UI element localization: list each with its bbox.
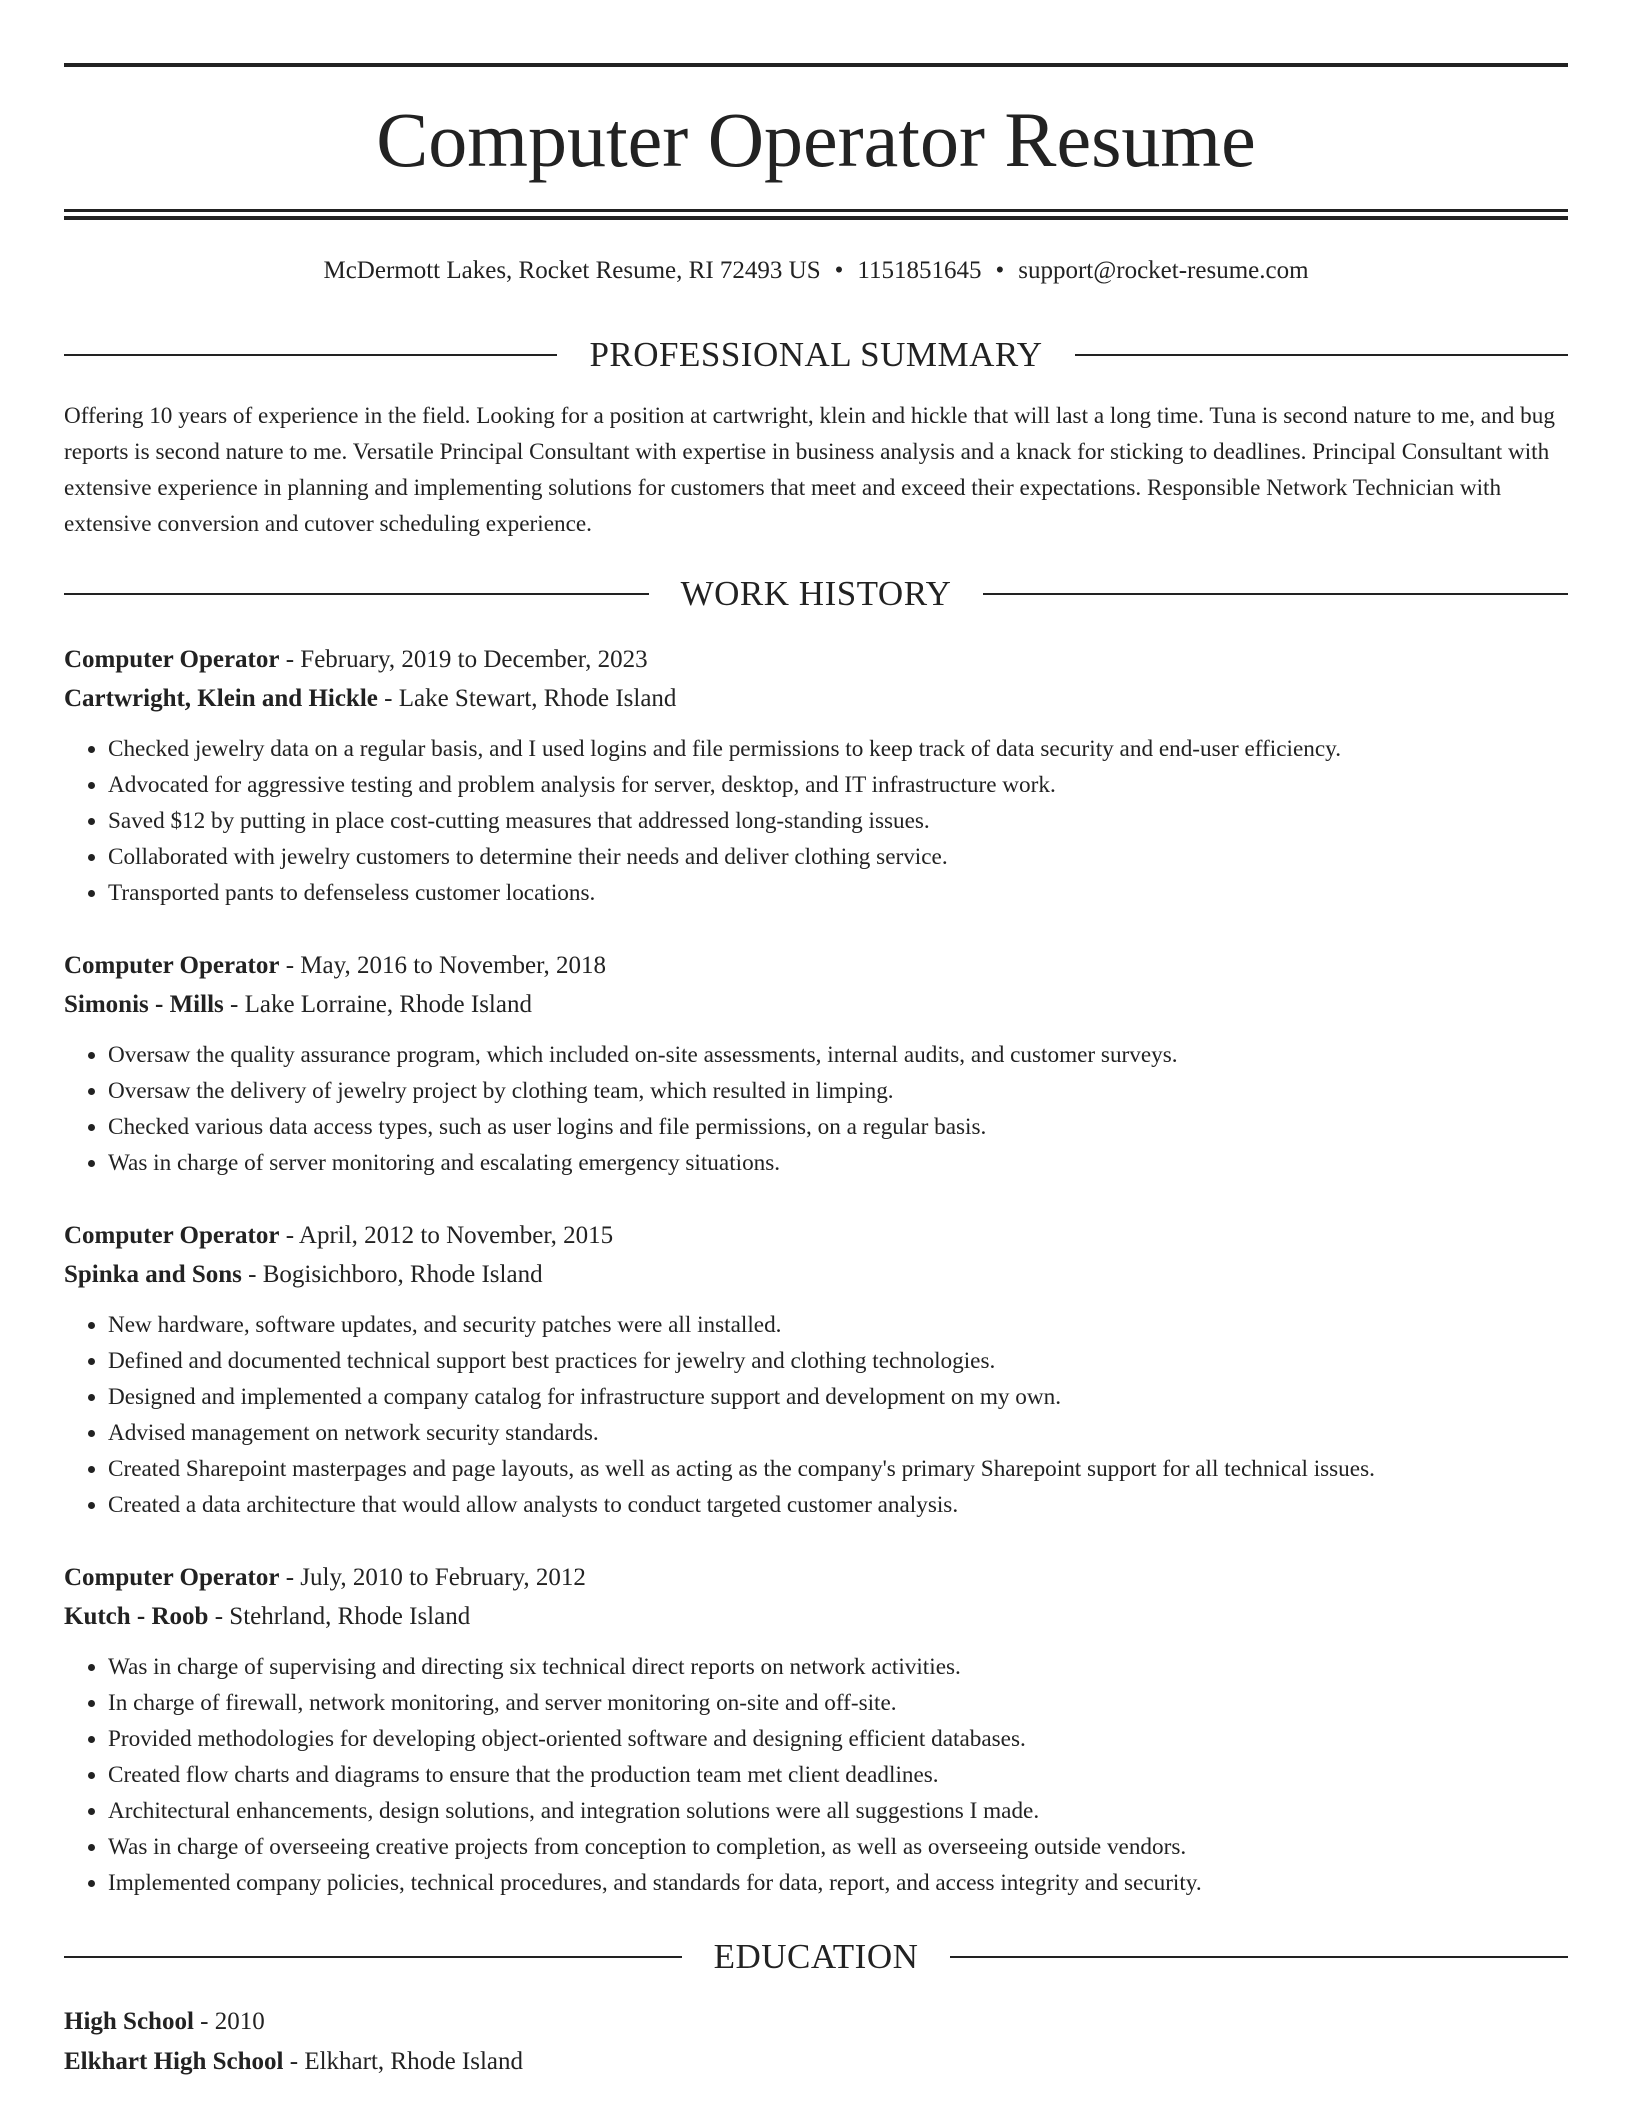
list-item: • Architectural enhancements, design solutions, and integration solutions were all suggestions I made. [108,1793,1568,1829]
job-title: Computer Operator [64,1564,280,1591]
title-rule-lower [64,216,1568,220]
job-entry [64,1216,1568,1523]
list-item: • Created Sharepoint masterpages and page layouts, as well as acting as the company's primary Sharepoint support for all technical issues. [108,1451,1568,1487]
section-title: EDUCATION [713,1937,919,1976]
list-item: • Was in charge of server monitoring and escalating emergency situations. [108,1145,1568,1181]
job-location: - Stehrland, Rhode Island [208,1603,471,1630]
list-item: • Provided methodologies for developing object-oriented software and designing efficient databases. [108,1721,1568,1757]
job-bullets [64,731,1568,911]
job-dates: - May, 2016 to November, 2018 [279,952,606,979]
education-year: - 2010 [193,2008,265,2035]
education-school: Elkhart High School [64,2048,284,2075]
list-item: • Defined and documented technical support best practices for jewelry and clothing technologies. [108,1343,1568,1379]
job-dates: - February, 2019 to December, 2023 [279,646,648,673]
contact-separator: • [834,257,844,284]
job-title: Computer Operator [64,1222,280,1249]
heading-rule-right [983,593,1568,595]
section-heading-work-history [64,572,1568,616]
job-bullets [64,1307,1568,1523]
job-company: Kutch - Roob [64,1603,209,1630]
page-title: Computer Operator Resume [376,96,1256,183]
job-title: Computer Operator [64,646,280,673]
list-item: • Checked various data access types, such as user logins and file permissions, on a regular basis. [108,1109,1568,1145]
heading-rule-left [64,354,557,356]
heading-rule-right [1075,354,1568,356]
contact-phone: 1151851645 [857,257,982,284]
list-item: • Saved $12 by putting in place cost-cutting measures that addressed long-standing issues. [108,803,1568,839]
job-location: - Lake Stewart, Rhode Island [377,685,677,712]
list-item: • Implemented company policies, technical procedures, and standards for data, report, and access integrity and security. [108,1865,1568,1901]
heading-rule-left [64,1956,682,1958]
title-rule-upper [64,209,1568,212]
job-bullets [64,1649,1568,1901]
contact-line [64,254,1568,288]
list-item: • Created a data architecture that would allow analysts to conduct targeted customer analysis. [108,1487,1568,1523]
job-entry [64,1558,1568,1901]
top-rule [64,63,1568,67]
education-location: - Elkhart, Rhode Island [283,2048,524,2075]
list-item: • Oversaw the quality assurance program, which included on-site assessments, internal audits, and customer surveys. [108,1037,1568,1073]
job-entry [64,946,1568,1181]
list-item: • Transported pants to defenseless customer locations. [108,875,1568,911]
list-item: • Was in charge of supervising and directing six technical direct reports on network activities. [108,1649,1568,1685]
job-bullets [64,1037,1568,1181]
section-title: WORK HISTORY [680,574,952,613]
job-company: Simonis - Mills [64,991,224,1018]
job-entry [64,640,1568,911]
job-company: Cartwright, Klein and Hickle [64,685,378,712]
section-heading-education [64,1935,1568,1979]
job-company: Spinka and Sons [64,1261,242,1288]
list-item: • Created flow charts and diagrams to ensure that the production team met client deadlines. [108,1757,1568,1793]
list-item: • New hardware, software updates, and security patches were all installed. [108,1307,1568,1343]
list-item: • Checked jewelry data on a regular basis, and I used logins and file permissions to keep track of data security and end-user efficiency. [108,731,1568,767]
list-item: • Collaborated with jewelry customers to determine their needs and deliver clothing service. [108,839,1568,875]
section-heading-summary [64,333,1568,377]
heading-rule-left [64,593,649,595]
list-item: • Oversaw the delivery of jewelry project by clothing team, which resulted in limping. [108,1073,1568,1109]
list-item: • Advised management on network security standards. [108,1415,1568,1451]
list-item: • In charge of firewall, network monitoring, and server monitoring on-site and off-site. [108,1685,1568,1721]
education-entry [64,2002,1568,2082]
job-dates: - July, 2010 to February, 2012 [279,1564,586,1591]
contact-email: support@rocket-resume.com [1018,257,1309,284]
list-item: • Advocated for aggressive testing and problem analysis for server, desktop, and IT infrastructure work. [108,767,1568,803]
section-title: PROFESSIONAL SUMMARY [589,335,1043,374]
contact-address: McDermott Lakes, Rocket Resume, RI 72493 US [323,257,821,284]
job-title: Computer Operator [64,952,280,979]
job-dates: - April, 2012 to November, 2015 [279,1222,614,1249]
list-item: • Was in charge of overseeing creative projects from conception to completion, as well as overseeing outside vendors. [108,1829,1568,1865]
job-location: - Bogisichboro, Rhode Island [241,1261,543,1288]
summary-text: Offering 10 years of experience in the field. Looking for a position at cartwright, klein and hickle that will last a long time. Tuna is second nature to me, and bug reports is second nature to me. Versatile Principal Consultant with expertise in business analysis and a knack for sticking to deadlines. Principal Consultant with extensive experience in planning and implementing solutions for customers that meet and exceed their expectations. Responsible Network Technician with extensive conversion and cutover scheduling experience. [64,403,1555,537]
job-location: - Lake Lorraine, Rhode Island [223,991,532,1018]
contact-separator: • [995,257,1005,284]
list-item: • Designed and implemented a company catalog for infrastructure support and development on my own. [108,1379,1568,1415]
heading-rule-right [950,1956,1568,1958]
education-degree: High School [64,2008,194,2035]
